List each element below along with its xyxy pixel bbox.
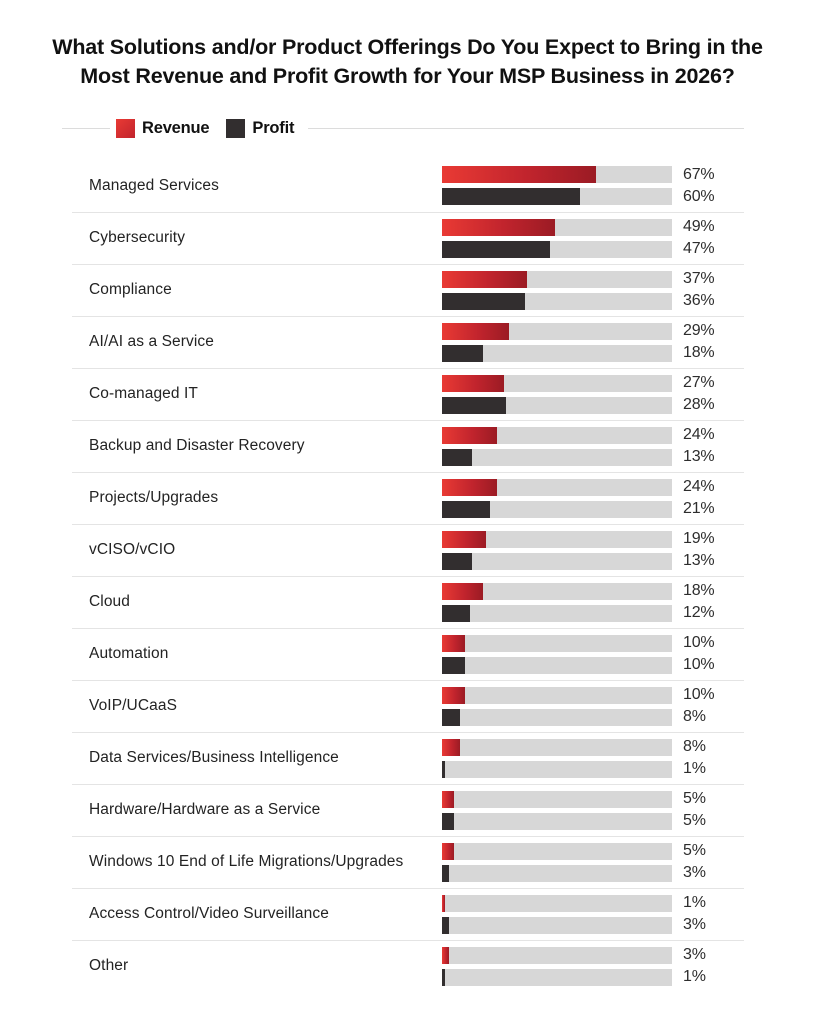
profit-bar-track xyxy=(442,241,672,258)
profit-value: 18% xyxy=(683,344,715,362)
revenue-value: 29% xyxy=(683,322,715,340)
value-labels xyxy=(683,323,728,362)
revenue-value: 49% xyxy=(683,218,715,236)
revenue-bar-track xyxy=(442,427,672,444)
category-label: Backup and Disaster Recovery xyxy=(89,437,305,455)
profit-bar xyxy=(442,553,472,570)
bar-pair xyxy=(442,271,672,310)
value-labels xyxy=(683,635,728,674)
profit-bar-track xyxy=(442,865,672,882)
profit-bar xyxy=(442,501,490,518)
revenue-value: 67% xyxy=(683,165,715,183)
profit-bar xyxy=(442,917,449,934)
chart-row xyxy=(72,732,744,784)
revenue-bar-track xyxy=(442,323,672,340)
category-label: Cloud xyxy=(89,593,130,611)
category-label: Windows 10 End of Life Migrations/Upgrades xyxy=(89,853,404,871)
chart-row xyxy=(72,368,744,420)
bar-pair xyxy=(442,375,672,414)
profit-bar-track xyxy=(442,969,672,986)
revenue-bar xyxy=(442,479,497,496)
revenue-value: 10% xyxy=(683,634,715,652)
revenue-bar xyxy=(442,739,460,756)
revenue-value: 24% xyxy=(683,478,715,496)
revenue-bar-track xyxy=(442,843,672,860)
bar-pair xyxy=(442,635,672,674)
revenue-bar xyxy=(442,427,497,444)
revenue-value: 19% xyxy=(683,530,715,548)
revenue-bar-track xyxy=(442,219,672,236)
chart-row xyxy=(72,576,744,628)
profit-value: 13% xyxy=(683,552,715,570)
bar-pair xyxy=(442,583,672,622)
profit-bar-track xyxy=(442,657,672,674)
category-label: vCISO/vCIO xyxy=(89,541,176,559)
profit-bar xyxy=(442,761,445,778)
revenue-bar-track xyxy=(442,531,672,548)
legend xyxy=(62,118,744,140)
revenue-bar-track xyxy=(442,479,672,496)
revenue-value: 27% xyxy=(683,374,715,392)
revenue-bar xyxy=(442,583,483,600)
bar-chart xyxy=(72,160,744,992)
category-label: Other xyxy=(89,957,129,975)
chart-row xyxy=(72,940,744,992)
revenue-value: 18% xyxy=(683,582,715,600)
profit-bar xyxy=(442,709,460,726)
revenue-bar xyxy=(442,271,527,288)
revenue-bar-track xyxy=(442,947,672,964)
profit-bar-track xyxy=(442,709,672,726)
revenue-bar-track xyxy=(442,895,672,912)
profit-bar-track xyxy=(442,813,672,830)
revenue-bar-track xyxy=(442,583,672,600)
legend-rule-left xyxy=(62,128,110,129)
profit-value: 12% xyxy=(683,604,715,622)
profit-value: 60% xyxy=(683,187,715,205)
value-labels xyxy=(683,479,728,518)
chart-row xyxy=(72,680,744,732)
chart-row xyxy=(72,316,744,368)
revenue-bar xyxy=(442,531,486,548)
category-label: Automation xyxy=(89,645,169,663)
profit-value: 13% xyxy=(683,448,715,466)
category-label: Data Services/Business Intelligence xyxy=(89,749,339,767)
profit-bar xyxy=(442,865,449,882)
legend-label-profit: Profit xyxy=(252,119,295,138)
category-label: VoIP/UCaaS xyxy=(89,697,178,715)
profit-bar-track xyxy=(442,188,672,205)
revenue-value: 8% xyxy=(683,738,706,756)
revenue-value: 5% xyxy=(683,842,706,860)
revenue-bar-track xyxy=(442,271,672,288)
category-label: Projects/Upgrades xyxy=(89,489,219,507)
bar-pair xyxy=(442,791,672,830)
value-labels xyxy=(683,427,728,466)
revenue-bar xyxy=(442,323,509,340)
revenue-bar xyxy=(442,843,454,860)
value-labels xyxy=(683,219,728,258)
revenue-bar-track xyxy=(442,687,672,704)
value-labels xyxy=(683,375,728,414)
profit-value: 5% xyxy=(683,812,706,830)
category-label: AI/AI as a Service xyxy=(89,333,214,351)
profit-bar-track xyxy=(442,605,672,622)
bar-pair xyxy=(442,687,672,726)
profit-bar xyxy=(442,397,506,414)
value-labels xyxy=(683,271,728,310)
chart-row xyxy=(72,888,744,940)
category-label: Hardware/Hardware as a Service xyxy=(89,801,321,819)
profit-bar-track xyxy=(442,397,672,414)
chart-row xyxy=(72,784,744,836)
profit-swatch-icon xyxy=(226,119,245,138)
profit-value: 3% xyxy=(683,916,706,934)
category-label: Co-managed IT xyxy=(89,385,198,403)
bar-pair xyxy=(442,427,672,466)
profit-value: 36% xyxy=(683,292,715,310)
bar-pair xyxy=(442,843,672,882)
bar-pair xyxy=(442,895,672,934)
profit-bar xyxy=(442,345,483,362)
revenue-value: 5% xyxy=(683,790,706,808)
revenue-bar xyxy=(442,635,465,652)
bar-pair xyxy=(442,531,672,570)
profit-value: 10% xyxy=(683,656,715,674)
chart-row xyxy=(72,628,744,680)
revenue-value: 3% xyxy=(683,946,706,964)
revenue-bar-track xyxy=(442,166,672,183)
category-label: Cybersecurity xyxy=(89,229,186,247)
profit-bar-track xyxy=(442,293,672,310)
bar-pair xyxy=(442,166,672,205)
bar-pair xyxy=(442,323,672,362)
chart-row xyxy=(72,160,744,212)
profit-value: 3% xyxy=(683,864,706,882)
value-labels xyxy=(683,739,728,778)
profit-bar xyxy=(442,241,550,258)
profit-bar-track xyxy=(442,449,672,466)
value-labels xyxy=(683,843,728,882)
revenue-bar-track xyxy=(442,791,672,808)
profit-bar-track xyxy=(442,501,672,518)
chart-row xyxy=(72,264,744,316)
value-labels xyxy=(683,895,728,934)
page-title: What Solutions and/or Product Offerings Do You Expect to Bring in the Most Revenue and Profit Growth for Your MSP Business in 2026? xyxy=(52,35,763,89)
chart-row xyxy=(72,420,744,472)
profit-bar xyxy=(442,605,470,622)
profit-value: 1% xyxy=(683,968,706,986)
profit-value: 47% xyxy=(683,240,715,258)
value-labels xyxy=(683,166,728,205)
revenue-bar xyxy=(442,219,555,236)
profit-bar xyxy=(442,293,525,310)
profit-bar-track xyxy=(442,917,672,934)
revenue-bar xyxy=(442,791,454,808)
bar-pair xyxy=(442,479,672,518)
profit-value: 21% xyxy=(683,500,715,518)
legend-label-revenue: Revenue xyxy=(142,119,210,138)
chart-row xyxy=(72,524,744,576)
value-labels xyxy=(683,583,728,622)
profit-bar xyxy=(442,813,454,830)
revenue-bar-track xyxy=(442,635,672,652)
value-labels xyxy=(683,531,728,570)
profit-bar-track xyxy=(442,553,672,570)
profit-value: 1% xyxy=(683,760,706,778)
bar-pair xyxy=(442,219,672,258)
profit-bar-track xyxy=(442,345,672,362)
profit-value: 8% xyxy=(683,708,706,726)
revenue-bar-track xyxy=(442,375,672,392)
revenue-value: 1% xyxy=(683,894,706,912)
chart-row xyxy=(72,836,744,888)
value-labels xyxy=(683,687,728,726)
profit-value: 28% xyxy=(683,396,715,414)
revenue-value: 10% xyxy=(683,686,715,704)
profit-bar xyxy=(442,188,580,205)
category-label: Managed Services xyxy=(89,176,219,194)
revenue-bar xyxy=(442,375,504,392)
profit-bar xyxy=(442,969,445,986)
revenue-bar xyxy=(442,687,465,704)
bar-pair xyxy=(442,739,672,778)
chart-row xyxy=(72,212,744,264)
revenue-bar-track xyxy=(442,739,672,756)
value-labels xyxy=(683,791,728,830)
value-labels xyxy=(683,947,728,986)
category-label: Access Control/Video Surveillance xyxy=(89,905,329,923)
revenue-bar xyxy=(442,947,449,964)
profit-bar xyxy=(442,449,472,466)
legend-rule-right xyxy=(308,128,744,129)
revenue-value: 37% xyxy=(683,270,715,288)
revenue-bar xyxy=(442,166,596,183)
revenue-bar xyxy=(442,895,445,912)
profit-bar-track xyxy=(442,761,672,778)
chart-row xyxy=(72,472,744,524)
category-label: Compliance xyxy=(89,281,172,299)
revenue-swatch-icon xyxy=(116,119,135,138)
profit-bar xyxy=(442,657,465,674)
revenue-value: 24% xyxy=(683,426,715,444)
bar-pair xyxy=(442,947,672,986)
